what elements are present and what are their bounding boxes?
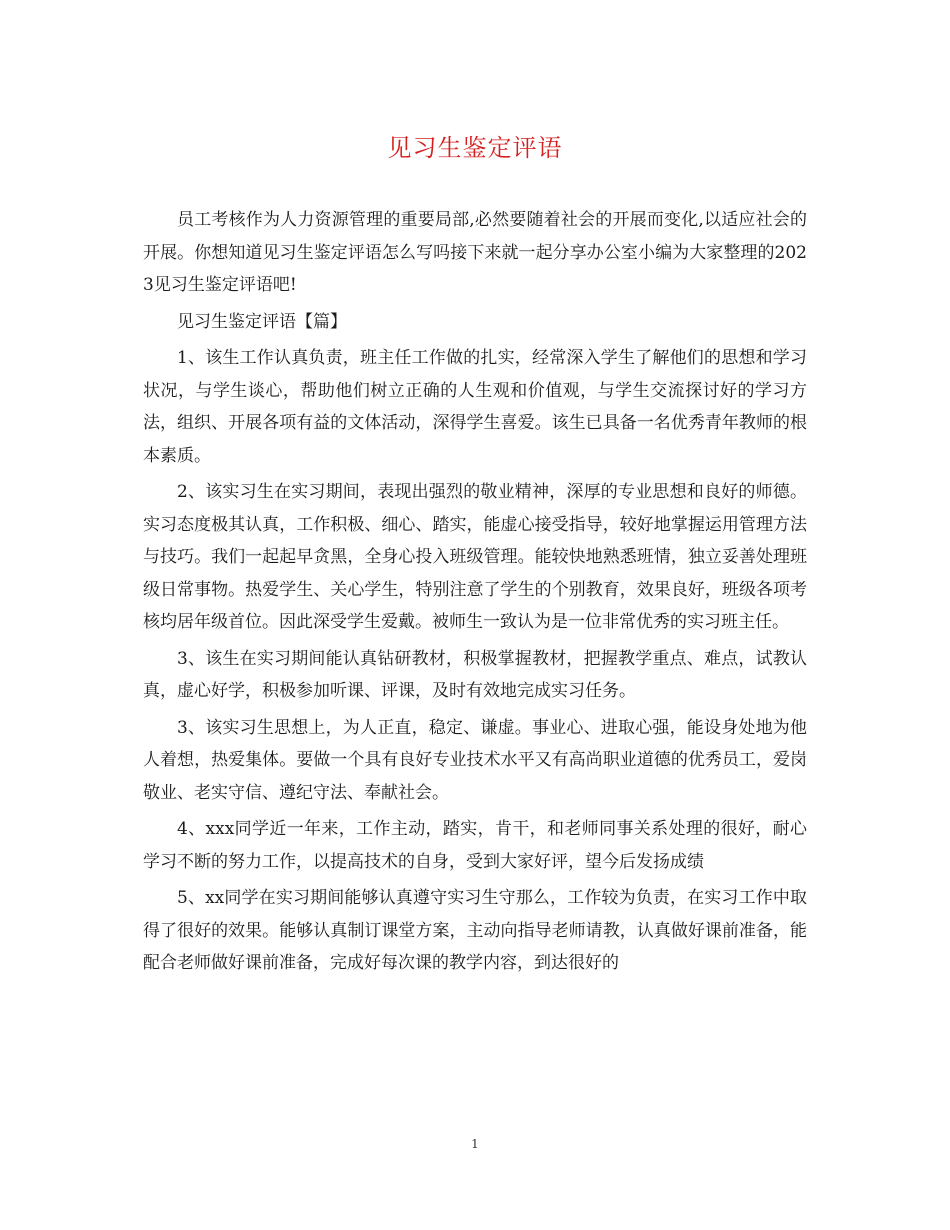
document-title: 见习生鉴定评语: [387, 134, 563, 162]
section-heading: 见习生鉴定评语【篇】: [177, 311, 347, 332]
comment-paragraph: 2、该实习生在实习期间，表现出强烈的敬业精神，深厚的专业思想和良好的师德。实习态度极其认真，工作积极、细心、踏实，能虚心接受指导，较好地掌握运用管理方法与技巧。我们一起起早贪黑，全身心投入班级管理。能较快地熟悉班情，独立妥善处理班级日常事物。热爱学生、关心学生，特别注意了学生的个别教育，效果良好，班级各项考核均居年级首位。因此深受学生爱戴。被师生一致认为是一位非常优秀的实习班主任。: [143, 482, 807, 632]
comment-paragraph: 3、该生在实习期间能认真钻研教材，积极掌握教材，把握教学重点、难点，试教认真，虚心好学，积极参加听课、评课，及时有效地完成实习任务。: [143, 648, 807, 701]
comment-paragraph: 5、xx同学在实习期间能够认真遵守实习生守那么，工作较为负责，在实习工作中取得了很好的效果。能够认真制订课堂方案，主动向指导老师请教，认真做好课前准备，能配合老师做好课前准备，完成好每次课的教学内容，到达很好的: [143, 888, 807, 973]
comment-paragraph: 3、该实习生思想上，为人正直，稳定、谦虚。事业心、进取心强，能设身处地为他人着想，热爱集体。要做一个具有良好专业技术水平又有高尚职业道德的优秀员工，爱岗敬业、老实守信、遵纪守法、奉献社会。: [143, 717, 807, 803]
intro-paragraph: 员工考核作为人力资源管理的重要局部,必然要随着社会的开展而变化,以适应社会的开展。你想知道见习生鉴定评语怎么写吗接下来就一起分享办公室小编为大家整理的2023见习生鉴定评语吧!: [143, 210, 807, 295]
page-number: 1: [471, 1137, 479, 1151]
comment-paragraph: 1、该生工作认真负责，班主任工作做的扎实，经常深入学生了解他们的思想和学习状况，与学生谈心，帮助他们树立正确的人生观和价值观，与学生交流探讨好的学习方法，组织、开展各项有益的文体活动，深得学生喜爱。该生已具备一名优秀青年教师的根本素质。: [143, 348, 807, 466]
comment-paragraph: 4、xxx同学近一年来，工作主动，踏实，肯干，和老师同事关系处理的很好，耐心学习不断的努力工作，以提高技术的自身，受到大家好评，望今后发扬成绩: [143, 819, 807, 872]
document-body: [143, 204, 807, 984]
